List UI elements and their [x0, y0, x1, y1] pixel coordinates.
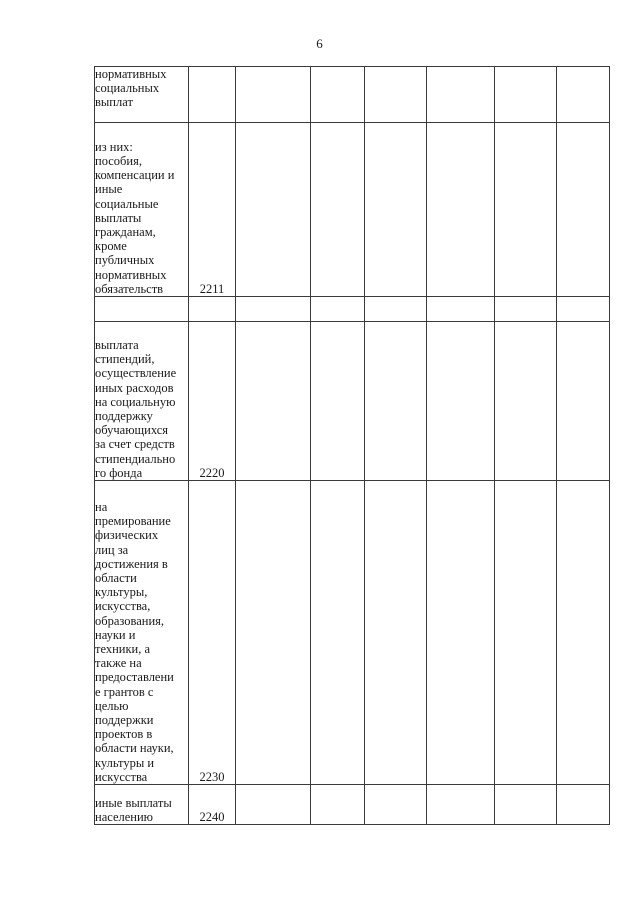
value-cell	[427, 297, 495, 322]
row-code: 2220	[189, 322, 236, 481]
value-cell	[365, 785, 427, 825]
row-code: 2240	[189, 785, 236, 825]
value-cell	[495, 322, 557, 481]
value-cell	[236, 322, 311, 481]
row-name-cell	[95, 481, 189, 785]
row-name: на премирование физических лиц за достижения в области культуры, искусства, образования, науки и техники, а также на предоставлени е грантов с целью поддержки проектов в области науки, культуры и искусства	[95, 499, 174, 784]
value-cell	[427, 123, 495, 297]
value-cell	[311, 67, 365, 123]
value-cell	[311, 785, 365, 825]
row-name: нормативных социальных выплат	[95, 67, 167, 110]
budget-table	[94, 66, 610, 825]
value-cell	[557, 123, 610, 297]
table-row	[95, 123, 610, 297]
row-name: выплата стипендий, осуществление иных расходов на социальную поддержку обучающихся за счет средств стипендиально го фонда	[95, 337, 177, 480]
value-cell	[311, 481, 365, 785]
row-name: из них: пособия, компенсации и иные социальные выплаты гражданам, кроме публичных нормативных обязательств	[95, 139, 175, 296]
value-cell	[236, 67, 311, 123]
value-cell	[427, 785, 495, 825]
value-cell	[311, 123, 365, 297]
value-cell	[557, 785, 610, 825]
row-code	[189, 67, 236, 123]
value-cell	[557, 322, 610, 481]
table-row	[95, 67, 610, 123]
value-cell	[557, 481, 610, 785]
value-cell	[365, 322, 427, 481]
value-cell	[365, 481, 427, 785]
value-cell	[495, 297, 557, 322]
value-cell	[311, 297, 365, 322]
row-name-cell	[95, 297, 189, 322]
value-cell	[365, 67, 427, 123]
value-cell	[427, 67, 495, 123]
row-name-cell	[95, 322, 189, 481]
table-row	[95, 322, 610, 481]
value-cell	[236, 123, 311, 297]
row-code: 2211	[189, 123, 236, 297]
value-cell	[236, 785, 311, 825]
value-cell	[495, 785, 557, 825]
page-number: 6	[316, 36, 323, 51]
table-row	[95, 481, 610, 785]
row-code: 2230	[189, 481, 236, 785]
row-name-cell	[95, 123, 189, 297]
row-name: иные выплаты населению	[95, 795, 172, 824]
value-cell	[427, 481, 495, 785]
value-cell	[236, 481, 311, 785]
value-cell	[236, 297, 311, 322]
value-cell	[557, 67, 610, 123]
value-cell	[495, 67, 557, 123]
value-cell	[495, 481, 557, 785]
value-cell	[427, 322, 495, 481]
row-name-cell	[95, 785, 189, 825]
table-row	[95, 785, 610, 825]
value-cell	[365, 297, 427, 322]
value-cell	[495, 123, 557, 297]
row-name-cell	[95, 67, 189, 123]
value-cell	[365, 123, 427, 297]
value-cell	[557, 297, 610, 322]
value-cell	[311, 322, 365, 481]
row-code	[189, 297, 236, 322]
table-row	[95, 297, 610, 322]
